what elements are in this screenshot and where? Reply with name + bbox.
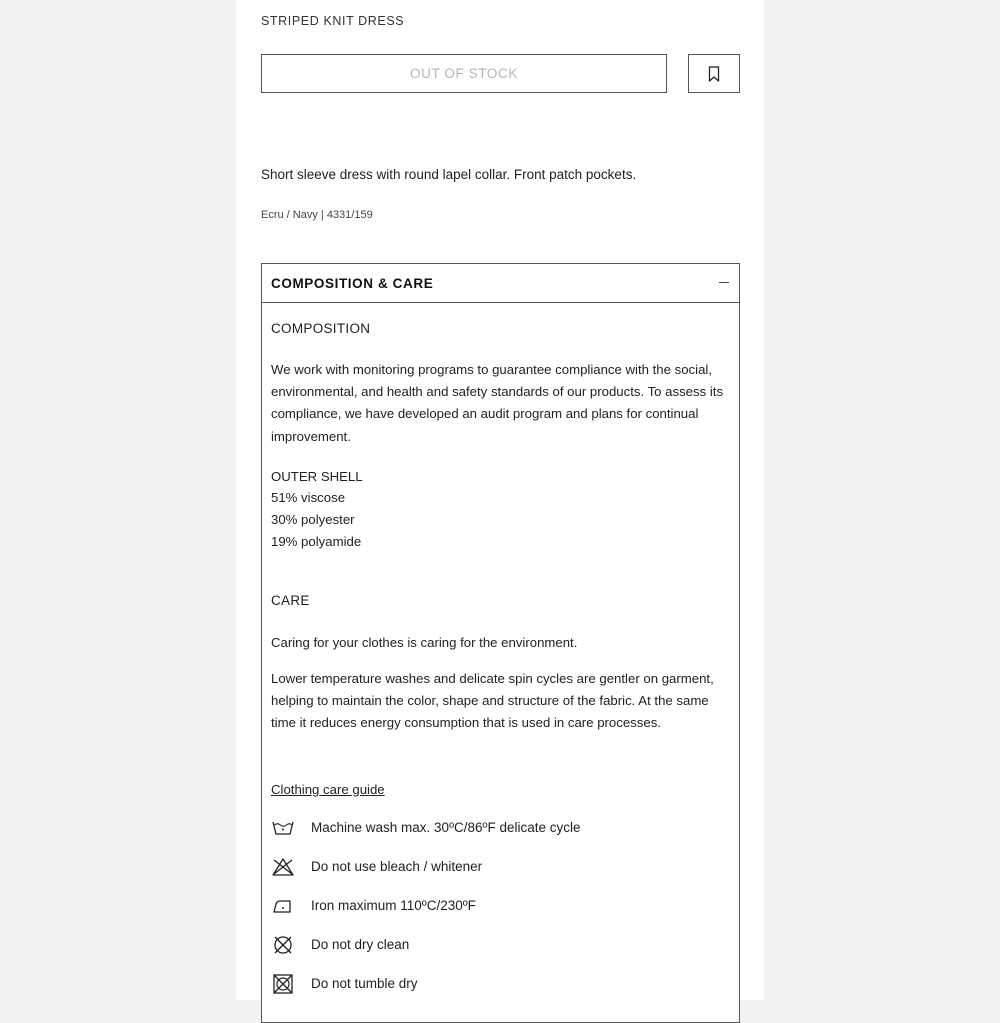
care-instruction-row	[271, 855, 731, 879]
composition-care-panel	[261, 263, 740, 1023]
no-dry-clean-icon	[271, 933, 297, 957]
care-instruction-text: Do not use bleach / whitener	[311, 859, 483, 874]
outer-shell-title: OUTER SHELL	[271, 469, 363, 484]
out-of-stock-button[interactable]: OUT OF STOCK	[261, 54, 667, 93]
iron-icon	[271, 894, 297, 918]
care-instruction-text: Do not tumble dry	[311, 976, 418, 991]
wash-tub-icon	[271, 816, 297, 840]
care-instruction-text: Do not dry clean	[311, 937, 410, 952]
no-tumble-dry-icon	[271, 972, 297, 996]
care-instruction-text: Iron maximum 110ºC/230ºF	[311, 898, 476, 913]
care-intro: Caring for your clothes is caring for the environment.	[271, 635, 578, 650]
minus-icon[interactable]	[719, 282, 729, 283]
material-item: 51% viscose	[271, 490, 346, 505]
material-item: 19% polyamide	[271, 534, 362, 549]
care-instruction-row	[271, 933, 731, 957]
care-instruction-row	[271, 816, 731, 840]
composition-text: We work with monitoring programs to guarantee compliance with the social, environmental, and health and safety standards of our products. To assess its compliance, we have developed an audit program and plans for continual improvement.	[271, 362, 724, 444]
bookmark-icon	[708, 66, 720, 82]
material-item: 30% polyester	[271, 512, 355, 527]
bookmark-button[interactable]	[688, 54, 740, 93]
composition-care-header[interactable]	[262, 264, 739, 303]
product-title: STRIPED KNIT DRESS	[261, 14, 405, 28]
care-title: CARE	[271, 593, 310, 608]
product-reference: Ecru / Navy | 4331/159	[261, 209, 373, 221]
no-bleach-icon	[271, 855, 297, 879]
panel-title: COMPOSITION & CARE	[271, 276, 434, 291]
care-instruction-row	[271, 894, 731, 918]
product-description: Short sleeve dress with round lapel collar. Front patch pockets.	[261, 167, 637, 182]
clothing-care-guide-link[interactable]: Clothing care guide	[271, 782, 385, 797]
composition-title: COMPOSITION	[271, 321, 371, 336]
care-text: Lower temperature washes and delicate spin cycles are gentler on garment, helping to maintain the color, shape and structure of the fabric. At the same time it reduces energy consumption that is used in care processes.	[271, 671, 714, 731]
care-instruction-row	[271, 972, 731, 996]
care-instruction-text: Machine wash max. 30ºC/86ºF delicate cycle	[311, 820, 581, 835]
